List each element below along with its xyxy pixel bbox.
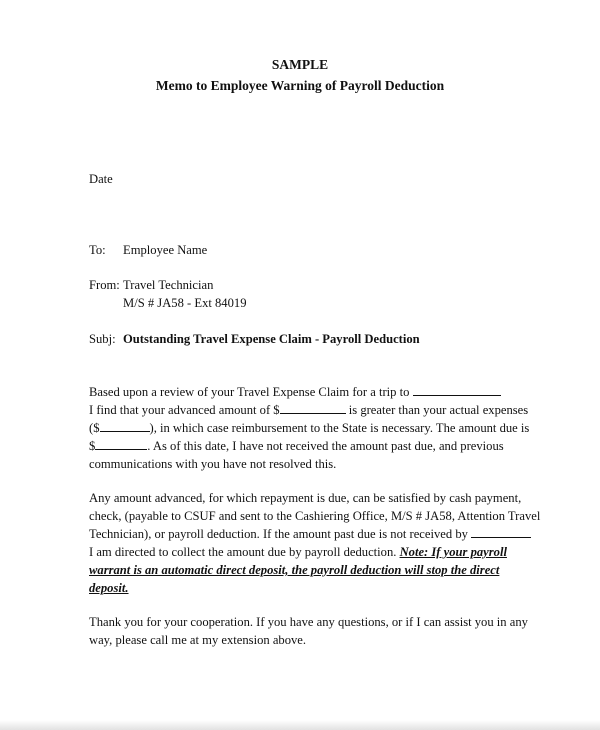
actual-amount-blank — [100, 419, 150, 432]
past-due-text: . As of this date, I have not received the amount past due, and previous — [147, 439, 504, 453]
from-label: From: — [89, 278, 120, 292]
sample-heading: SAMPLE — [271, 57, 329, 72]
expense-text: is greater than your actual expenses — [348, 403, 529, 417]
paragraph-line: way, please call me at my extension above. — [89, 633, 307, 647]
actual-prefix: ($ — [89, 421, 100, 435]
paragraph-review — [89, 383, 530, 473]
subject-value: Outstanding Travel Expense Claim - Payroll Deduction — [123, 332, 420, 346]
advance-text: I find that your advanced amount of $ — [89, 403, 280, 417]
paragraph-line — [89, 419, 530, 437]
paragraph-line — [89, 525, 519, 543]
paragraph-line — [89, 383, 519, 401]
paragraph-thanks — [89, 613, 528, 649]
date-label: Date — [89, 172, 113, 186]
from-name: Travel Technician — [123, 278, 214, 292]
paragraph-line — [89, 401, 529, 419]
due-amount-blank — [95, 437, 147, 450]
review-text: Based upon a review of your Travel Expense Claim for a trip to — [89, 385, 410, 399]
advance-amount-blank — [280, 401, 346, 414]
paragraph-line: Thank you for your cooperation. If you have any questions, or if I can assist you in any — [89, 615, 528, 629]
memo-title: Memo to Employee Warning of Payroll Deduction — [155, 78, 445, 93]
note-text: deposit. — [89, 581, 129, 595]
from-mailstop: M/S # JA58 - Ext 84019 — [123, 296, 247, 310]
note-text: Note: If your payroll — [399, 545, 507, 559]
page-bottom-edge — [0, 720, 600, 730]
to-label: To: — [89, 243, 106, 257]
trip-blank — [413, 383, 501, 396]
directed-text: I am directed to collect the amount due by payroll deduction. — [89, 545, 397, 559]
to-value: Employee Name — [123, 243, 208, 257]
paragraph-line — [89, 437, 519, 455]
subject-label: Subj: — [89, 332, 116, 346]
paragraph-repayment — [89, 489, 541, 597]
paragraph-line: Any amount advanced, for which repayment is due, can be satisfied by cash payment, — [89, 491, 522, 505]
due-prefix: $ — [89, 439, 96, 453]
deadline-text: Technician), or payroll deduction. If the amount past due is not received by — [89, 527, 468, 541]
paragraph-line — [89, 543, 519, 561]
paragraph-line: communications with you have not resolved this. — [89, 457, 337, 471]
reimbursement-text: ), in which case reimbursement to the State is necessary. The amount due is — [149, 421, 530, 435]
deadline-blank — [471, 525, 531, 538]
paragraph-line: check, (payable to CSUF and sent to the Cashiering Office, M/S # JA58, Attention Travel — [89, 509, 541, 523]
note-text: warrant is an automatic direct deposit, the payroll deduction will stop the direct — [89, 563, 500, 577]
